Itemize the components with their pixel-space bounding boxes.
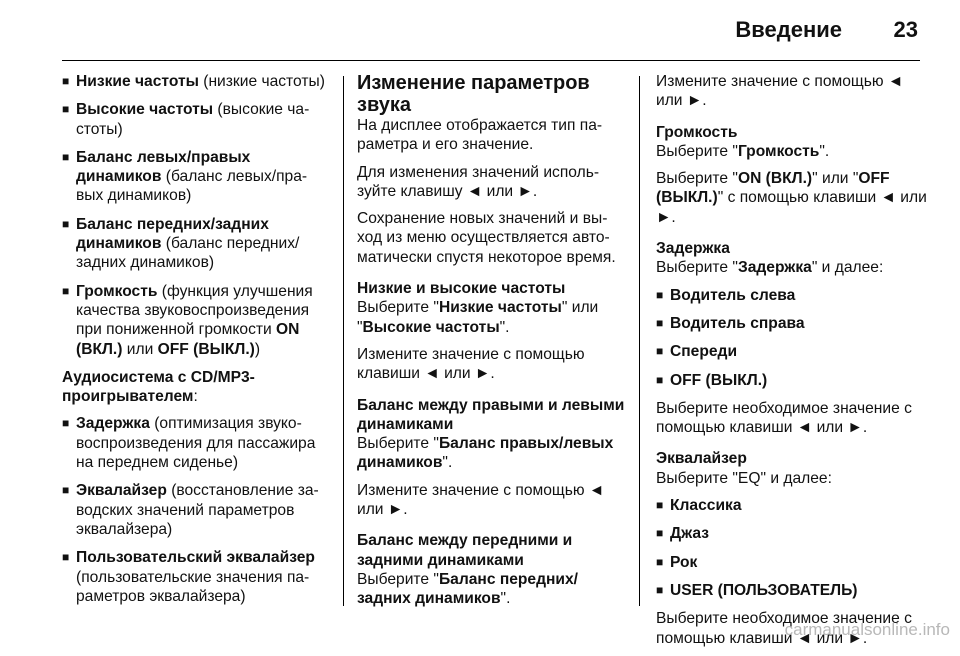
- paragraph: Выберите "Задержка" и далее:: [656, 259, 884, 277]
- paragraph: Выберите "Баланс правых/левых динамиков".: [357, 435, 614, 472]
- list-item: ■ Рок: [656, 553, 932, 572]
- list-item: ■ Баланс передних/задних динамиков (баланс передних/задних динамиков): [62, 215, 334, 273]
- list-item: ■ OFF (ВЫКЛ.): [656, 371, 932, 390]
- subheading: Задержка: [656, 240, 730, 258]
- paragraph: Выберите "Низкие частоты" или "Высокие частоты".: [357, 299, 599, 336]
- subheading: Эквалайзер: [656, 450, 747, 468]
- column-3: [656, 72, 932, 656]
- paragraph: Выберите необходимое значение с помощью клавиши ◄ или ►.: [656, 610, 912, 647]
- list-item: ■ USER (ПОЛЬЗОВАТЕЛЬ): [656, 581, 932, 600]
- paragraph: Выберите "Громкость".: [656, 142, 830, 160]
- column-2: [357, 72, 627, 617]
- column-1: [62, 72, 334, 615]
- list-item: ■ Водитель справа: [656, 314, 932, 333]
- paragraph: Измените значение с помощью ◄ или ►.: [357, 481, 605, 519]
- list-item: ■ Задержка (оптимизация звуко-воспроизведения для пассажира на переднем сиденье): [62, 414, 334, 472]
- paragraph: Выберите "EQ" и далее:: [656, 469, 832, 487]
- list-item: ■ Низкие частоты (низкие частоты): [62, 72, 334, 91]
- list-item: ■ Водитель слева: [656, 286, 932, 305]
- watermark: carmanualsonline.info: [784, 620, 950, 639]
- page-header: [0, 0, 960, 62]
- list-item: ■ Баланс левых/правых динамиков (баланс левых/пра-вых динамиков): [62, 148, 334, 206]
- list-item: ■ Громкость (функция улучшения качества звуковоспроизведения при пониженной громкости ON (ВКЛ.) или OFF (ВЫКЛ.)): [62, 282, 334, 359]
- section-heading: Аудиосистема с CD/MP3-проигрывателем:: [62, 368, 255, 406]
- list-item: ■ Джаз: [656, 524, 932, 543]
- list-item: ■ Пользовательский эквалайзер (пользовательские значения па-раметров эквалайзера): [62, 548, 334, 606]
- subheading: Громкость: [656, 123, 738, 141]
- paragraph: Измените значение с помощью клавиши ◄ или ►.: [357, 345, 585, 383]
- page-number: 23: [893, 17, 918, 42]
- list-item: ■ Классика: [656, 496, 932, 515]
- subheading: Низкие и высокие частоты: [357, 280, 566, 298]
- paragraph: Выберите необходимое значение с помощью клавиши ◄ или ►.: [656, 399, 912, 437]
- paragraph: Выберите "ON (ВКЛ.)" или "OFF (ВЫКЛ.)" с помощью клавиши ◄ или ►.: [656, 170, 927, 226]
- subheading: Баланс между передними и задними динамиками: [357, 532, 573, 569]
- list-item: ■ Высокие частоты (высокие ча-стоты): [62, 100, 334, 139]
- paragraph: Измените значение с помощью ◄ или ►.: [656, 73, 904, 110]
- list-item: ■ Эквалайзер (восстановление за-водских значений параметров эквалайзера): [62, 481, 334, 539]
- paragraph: Выберите "Баланс передних/задних динамиков".: [357, 570, 579, 608]
- paragraph: На дисплее отображается тип па-раметра и его значение.: [357, 117, 603, 154]
- list-item: ■ Спереди: [656, 342, 932, 361]
- column-divider-1: [343, 76, 344, 606]
- paragraph: Для изменения значений исполь-зуйте клавишу ◄ или ►.: [357, 163, 600, 200]
- header-divider: [62, 60, 920, 61]
- section-title: Изменение параметров звука: [357, 72, 590, 116]
- paragraph: Сохранение новых значений и вы-ход из меню осуществляется авто-матически спустя некоторое время.: [357, 210, 616, 266]
- subheading: Баланс между правыми и левыми динамиками: [357, 396, 625, 433]
- page-title: Введение: [735, 17, 842, 42]
- column-divider-2: [639, 76, 640, 606]
